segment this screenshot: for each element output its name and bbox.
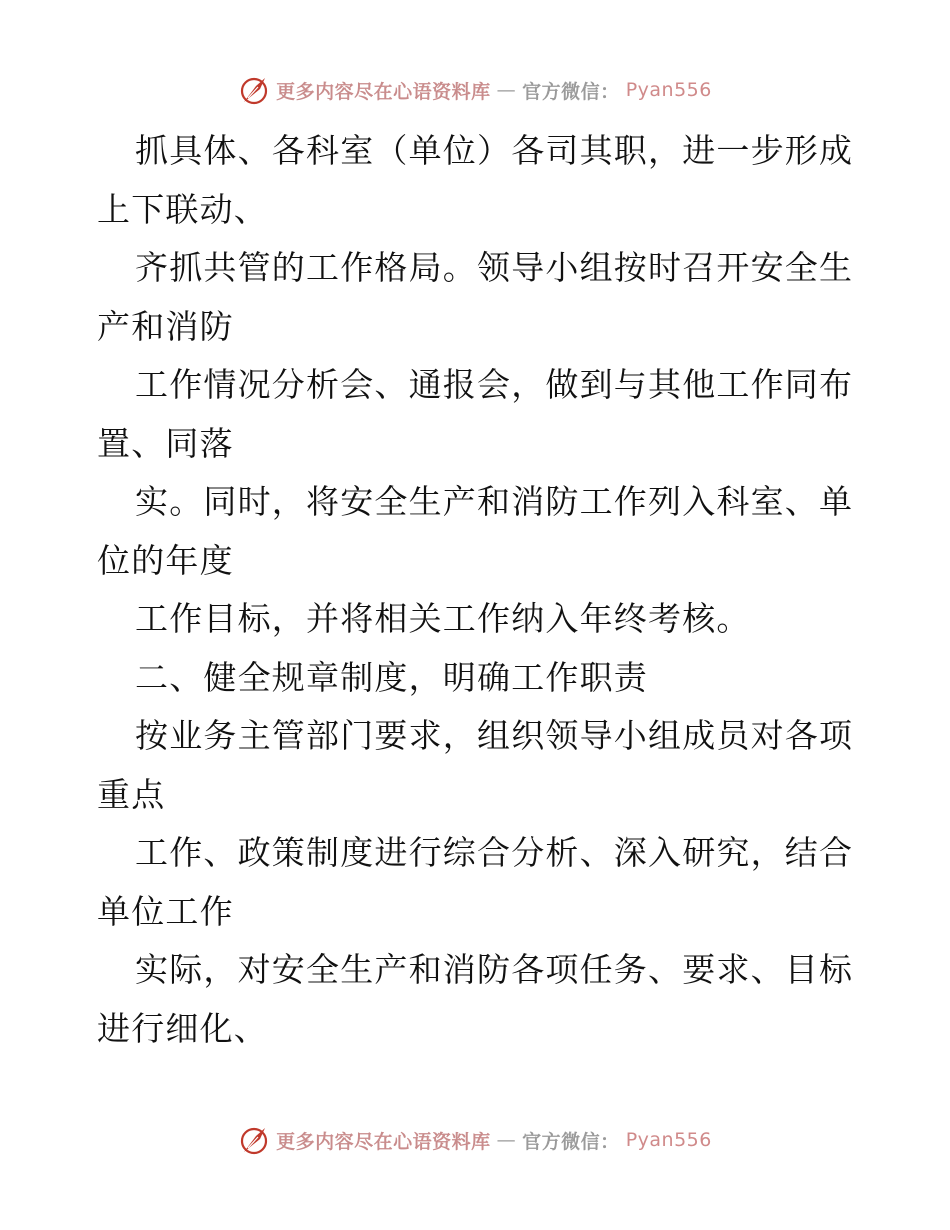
watermark-separator: — [496,1129,517,1151]
quill-pen-logo-icon [238,74,270,106]
header-watermark [0,70,950,110]
text-line: 进行细化、 [97,1008,268,1048]
watermark-site-text: 更多内容尽在心语资料库 [276,80,491,103]
watermark-wechat-label: 官方微信： [522,1130,620,1153]
text-line: 单位工作 [97,891,234,931]
watermark-wechat-id: Pyan556 [625,79,712,101]
text-line: 上下联动、 [97,189,268,229]
text-line: 置、同落 [97,423,234,463]
document-body [97,122,857,1058]
text-line: 产和消防 [97,306,234,346]
watermark-wechat-id: Pyan556 [625,1129,712,1151]
text-line: 位的年度 [97,540,234,580]
footer-watermark [0,1120,950,1160]
text-line: 齐抓共管的工作格局。领导小组按时召开安全生 [135,248,854,287]
text-line: 工作目标，并将相关工作纳入年终考核。 [135,599,751,638]
text-line: 重点 [97,774,166,814]
text-line: 抓具体、各科室（单位）各司其职，进一步形成 [135,131,854,170]
watermark-separator: — [496,79,517,101]
text-line: 实际，对安全生产和消防各项任务、要求、目标 [135,950,854,989]
text-line: 按业务主管部门要求，组织领导小组成员对各项 [135,716,854,755]
watermark-wechat-label: 官方微信： [522,80,620,103]
text-line: 实。同时，将安全生产和消防工作列入科室、单 [135,482,854,521]
text-line: 工作、政策制度进行综合分析、深入研究，结合 [135,833,854,872]
quill-pen-logo-icon [238,1124,270,1156]
watermark-site-text: 更多内容尽在心语资料库 [276,1130,491,1153]
text-line: 二、健全规章制度，明确工作职责 [135,657,648,697]
text-line: 工作情况分析会、通报会，做到与其他工作同布 [135,365,854,404]
